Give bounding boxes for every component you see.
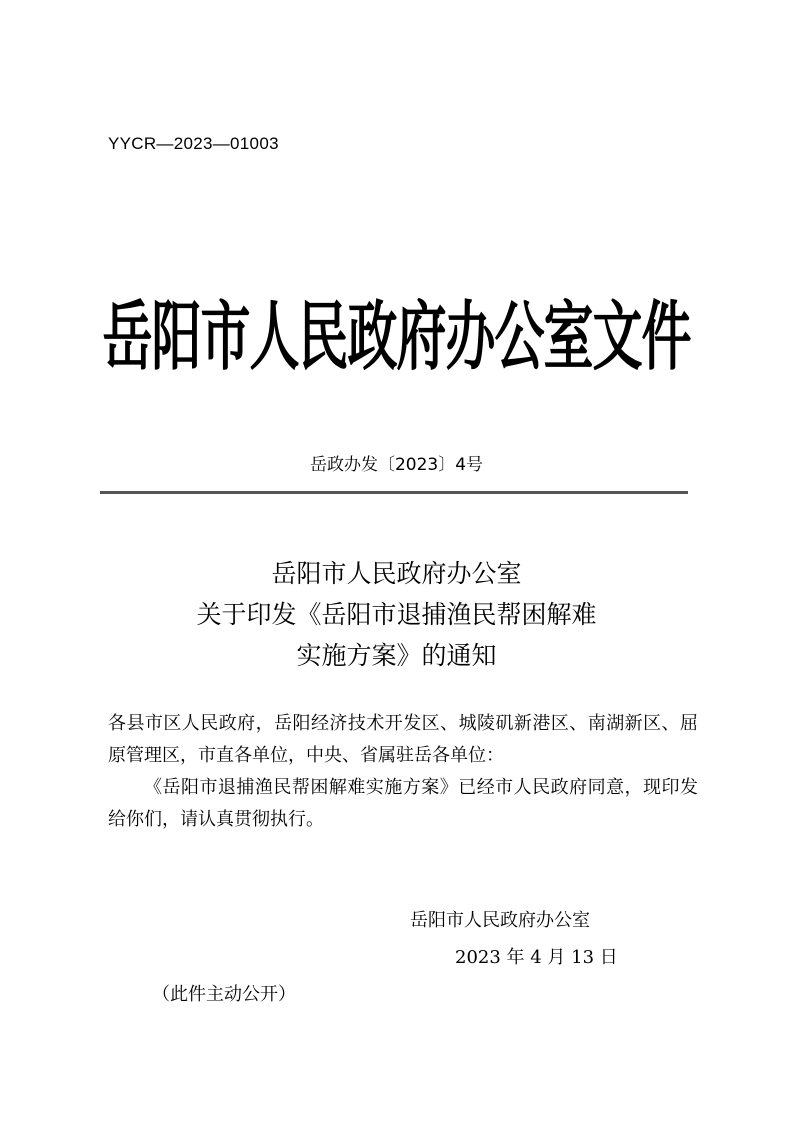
notice-title: [0, 553, 793, 676]
title-line-2: 关于印发《岳阳市退捕渔民帮困解难: [196, 600, 597, 629]
document-code: YYCR—2023—01003: [108, 134, 279, 153]
document-headline: 岳阳市人民政府办公室文件: [102, 292, 691, 381]
issuer-signature: 岳阳市人民政府办公室: [410, 910, 590, 931]
title-line-3: 实施方案》的通知: [296, 641, 497, 670]
body-paragraph: 《岳阳市退捕渔民帮困解难实施方案》已经市人民政府同意，现印发给你们，请认真贯彻执行。: [108, 777, 698, 830]
recipients-paragraph: 各县市区人民政府，岳阳经济技术开发区、城陵矶新港区、南湖新区、屈原管理区，市直各单位，中央、省属驻岳各单位：: [108, 713, 698, 766]
disclosure-note: （此件主动公开）: [152, 984, 296, 1005]
notice-body: [108, 708, 698, 836]
header-divider: [100, 491, 688, 494]
document-number: 岳政办发〔2023〕4号: [309, 455, 484, 475]
issue-date: 2023 年 4 月 13 日: [455, 947, 618, 968]
title-line-1: 岳阳市人民政府办公室: [271, 559, 522, 588]
